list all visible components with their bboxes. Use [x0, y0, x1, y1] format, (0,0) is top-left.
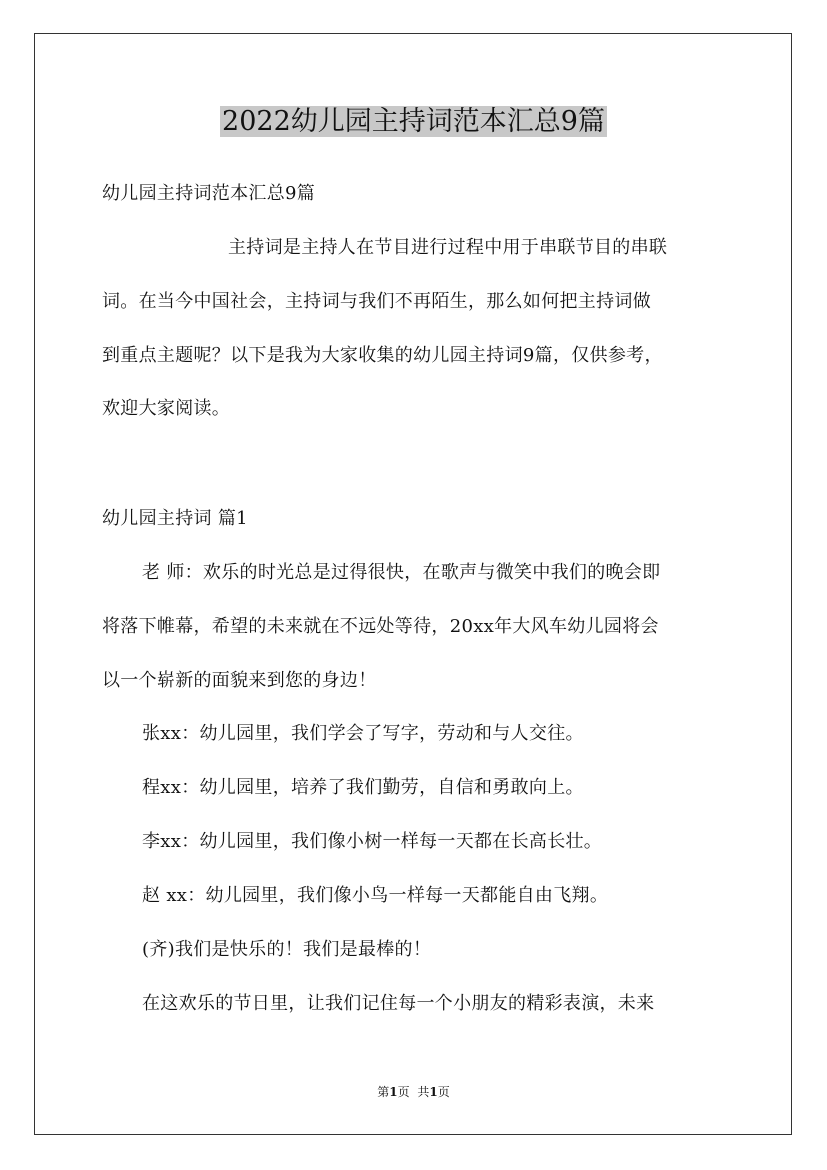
body-line-5: 程xx：幼儿园里，培养了我们勤劳，自信和勇敢向上。 [142, 777, 584, 798]
body-line-2: 将落下帷幕，希望的未来就在不远处等待，20xx年大风车幼儿园将会 [102, 616, 659, 637]
body-line-6: 李xx：幼儿园里，我们像小树一样每一天都在长高长壮。 [142, 831, 603, 852]
document-title-text: 2022幼儿园主持词范本汇总9篇 [222, 106, 605, 137]
footer-total-number: 1 [429, 1085, 438, 1099]
intro-line-1: 主持词是主持人在节目进行过程中用于串联节目的串联 [228, 237, 668, 258]
intro-line-2: 词。在当今中国社会，主持词与我们不再陌生，那么如何把主持词做 [102, 291, 651, 312]
document-title [0, 100, 827, 144]
body-line-1: 老 师：欢乐的时光总是过得很快，在歌声与微笑中我们的晚会即 [142, 562, 661, 583]
body-line-3: 以一个崭新的面貌来到您的身边！ [102, 670, 377, 691]
body-line-4: 张xx：幼儿园里，我们学会了写字，劳动和与人交往。 [142, 723, 584, 744]
intro-line-3: 到重点主题呢？以下是我为大家收集的幼儿园主持词9篇，仅供参考， [102, 345, 663, 366]
section-heading: 幼儿园主持词 篇1 [102, 508, 248, 529]
footer-page-number: 1 [389, 1085, 398, 1099]
intro-line-4: 欢迎大家阅读。 [102, 398, 231, 419]
body-line-8: (齐)我们是快乐的！我们是最棒的！ [142, 939, 432, 960]
body-line-9: 在这欢乐的节日里，让我们记住每一个小朋友的精彩表演，未来 [142, 993, 655, 1014]
footer-total-suffix: 页 [437, 1085, 450, 1099]
body-line-7: 赵 xx：幼儿园里，我们像小鸟一样每一天都能自由飞翔。 [142, 885, 609, 906]
page-footer [0, 1083, 827, 1101]
subtitle: 幼儿园主持词范本汇总9篇 [102, 183, 316, 204]
footer-total-prefix: 共 [417, 1085, 430, 1099]
footer-page-suffix: 页 [397, 1085, 410, 1099]
footer-page-prefix: 第 [377, 1085, 390, 1099]
